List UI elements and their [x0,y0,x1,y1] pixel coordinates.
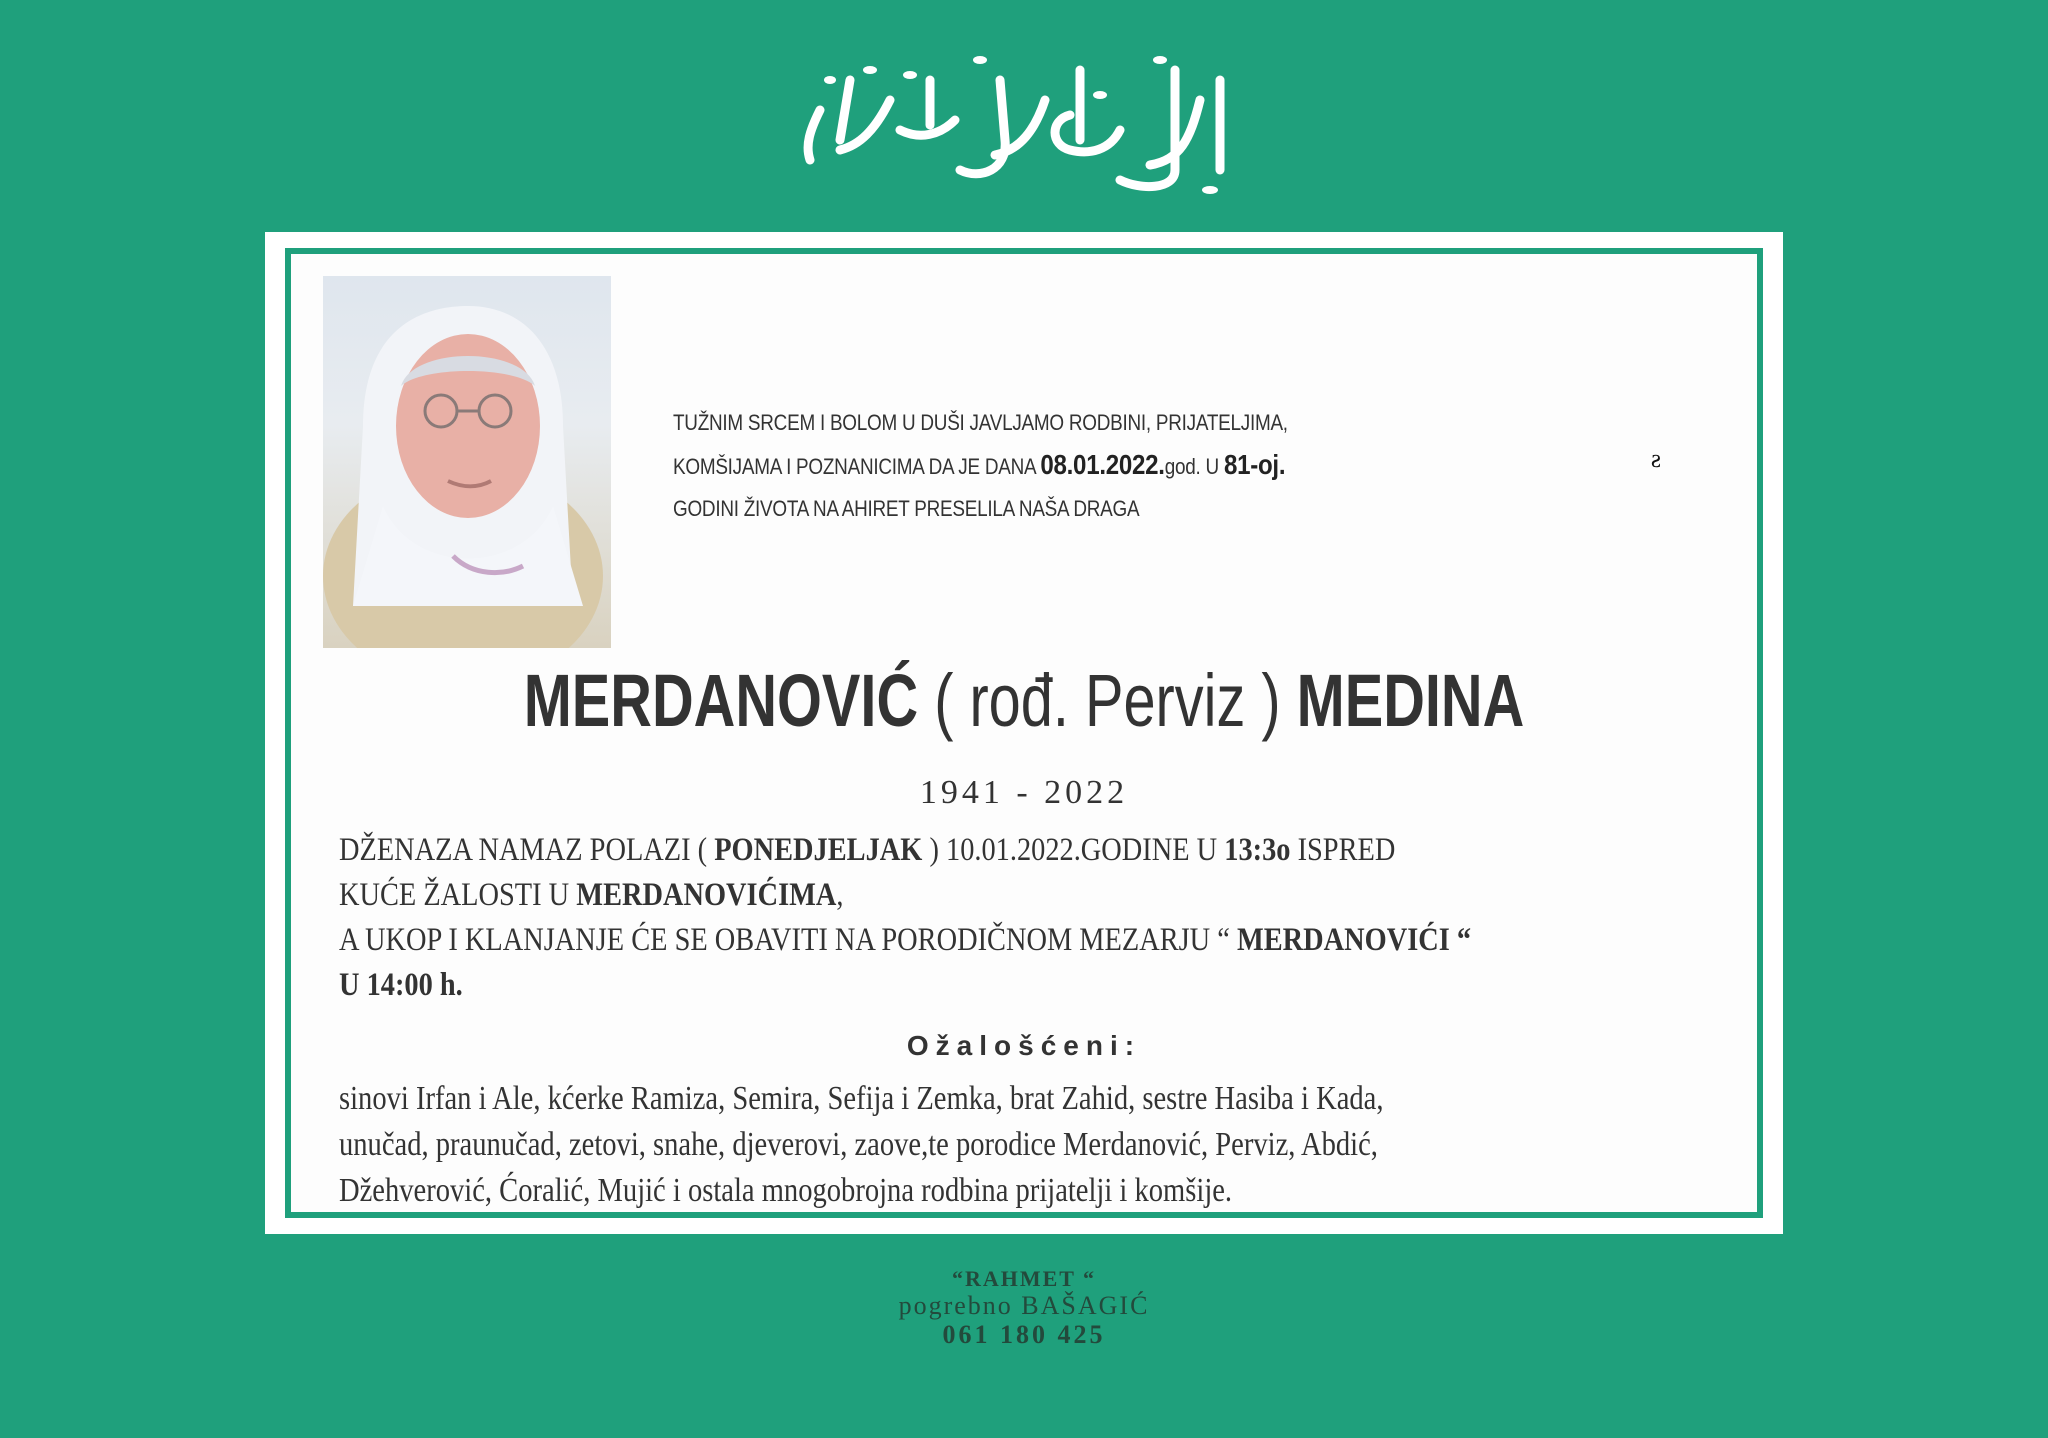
intro-line-1: TUŽNIM SRCEM I BOLOM U DUŠI JAVLJAMO RODBINI, PRIJATELJIMA, [673,410,1288,435]
notice-card [265,232,1783,1234]
funeral-text: DŽENAZA NAMAZ POLAZI ( [339,832,708,868]
funeral-details [339,828,1526,1008]
funeral-line-2 [339,873,1526,918]
funeral-text: ) 10.01.2022.GODINE U [929,832,1218,868]
funeral-line-3 [339,918,1526,963]
funeral-text: , [836,877,844,913]
footer-rahmet: “RAHMET “ [951,1266,1097,1291]
footer-funeral-home: pogrebno BAŠAGIĆ [898,1291,1150,1320]
funeral-line-1 [339,828,1526,873]
funeral-time: 13:3o [1224,832,1291,868]
portrait-photo [323,276,611,648]
deceased-name [452,658,1595,743]
funeral-line-4 [339,963,1526,1008]
cemetery-name: MERDANOVIĆI [1236,922,1450,958]
first-name: MEDINA [1296,659,1525,742]
footer-phone: 061 180 425 [942,1320,1106,1349]
portrait-illustration [323,276,611,648]
notice-inner-frame [285,248,1763,1218]
funeral-text: ISPRED [1297,832,1396,868]
funeral-day: PONEDJELJAK [714,832,923,868]
intro-line-2 [673,444,1413,488]
maiden-name: ( rođ. Perviz ) [934,659,1281,742]
funeral-text: “ [1456,922,1472,958]
mourners-list [339,1076,1599,1214]
intro-text [673,402,1413,530]
funeral-place: MERDANOVIĆIMA [576,877,837,913]
intro-line-2a: KOMŠIJAMA I POZNANICIMA DA JE DANA [673,454,1036,479]
funeral-text: A UKOP I KLANJANJE ĆE SE OBAVITI NA PORODIČNOM MEZARJU “ [339,922,1230,958]
life-years: 1941 - 2022 [919,774,1129,811]
surname: MERDANOVIĆ [523,659,919,742]
age: 81-oj. [1223,449,1286,480]
arabic-calligraphy-logo [780,40,1260,210]
burial-time: U 14:00 h. [339,967,463,1003]
mourners-line-1: sinovi Irfan i Ale, kćerke Ramiza, Semira, Sefija i Zemka, brat Zahid, sestre Hasiba i Kada, [339,1080,1384,1117]
funeral-text: KUĆE ŽALOSTI U [339,877,570,913]
funeral-home-footer [0,1266,2048,1350]
ink-mark: ƨ [1651,444,1662,473]
mourners-line-3: Džehverović, Ćoralić, Mujić i ostala mnogobrojna rodbina prijatelji i komšije. [339,1172,1233,1209]
intro-line-2b: god. U [1164,454,1219,479]
mourners-title: Ožalošćeni: [906,1030,1142,1061]
intro-line-3: GODINI ŽIVOTA NA AHIRET PRESELILA NAŠA DRAGA [673,496,1140,521]
mourners-line-2: unučad, praunučad, zetovi, snahe, djeverovi, zaove,te porodice Merdanović, Perviz, Abdić, [339,1126,1378,1163]
death-date: 08.01.2022. [1040,449,1165,480]
